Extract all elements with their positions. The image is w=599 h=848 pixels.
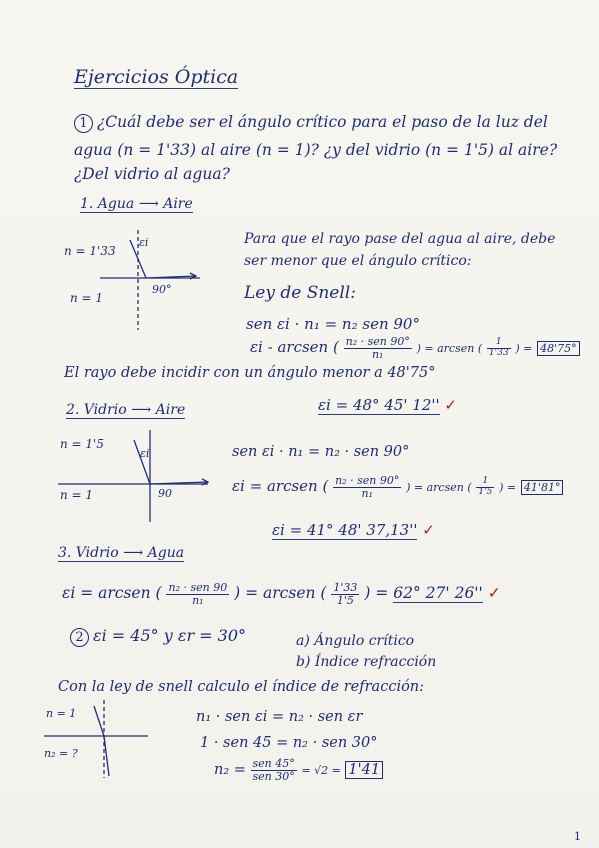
part-2-eq2-den-2: 1'5 — [478, 486, 493, 497]
part-1-eq2-end: ) = — [515, 342, 533, 356]
part-1-heading: 1. Agua ⟶ Aire — [80, 196, 193, 212]
exercise-1-question-line-1 — [74, 113, 548, 133]
check-mark-icon: ✓ — [422, 521, 435, 539]
part-3-eq-den-2: 1'5 — [336, 593, 354, 607]
exercise-2-n-bottom: n₂ = ? — [44, 747, 78, 760]
part-2-eq2-num: n₂ · sen 90° — [335, 474, 400, 487]
part-1-angle-symbol: εi — [139, 236, 149, 249]
part-1-eq2-mid: ) = arcsen ( — [416, 342, 483, 356]
exercise-1-number: 1 — [74, 114, 93, 133]
part-2-eq2-num-2: 1 — [476, 477, 494, 487]
part-3-eq-num: n₂ · sen 90 — [168, 581, 228, 594]
exercise-2-equation-1: n₁ · sen εi = n₂ · sen εr — [196, 709, 363, 725]
part-3-eq-end: ) = — [364, 584, 389, 603]
exercise-2-equation-2: 1 · sen 45 = n₂ · sen 30° — [200, 735, 378, 751]
part-1-refraction-diagram — [100, 230, 210, 330]
part-2-eq2-end: ) = — [499, 481, 517, 495]
part-2-refraction-diagram — [58, 430, 218, 525]
part-1-eq2-num-2: 1 — [487, 338, 511, 348]
exercise-2-given — [70, 626, 246, 647]
part-1-result-degrees-text: εi = 48° 45' 12'' — [318, 396, 440, 414]
part-1-eq2-fraction — [344, 336, 412, 360]
part-2-result-box: 41'81° — [521, 480, 564, 495]
part-1-conclusion: El rayo debe incidir con un ángulo menor a 48'75° — [64, 365, 436, 381]
part-3-eq-den: n₁ — [192, 593, 204, 607]
page-title: Ejercicios Óptica — [74, 66, 239, 88]
check-mark-icon: ✓ — [487, 584, 501, 603]
part-3-eq-fraction — [166, 582, 229, 606]
part-2-angle-90: 90 — [158, 487, 172, 500]
part-1-equation-2 — [250, 336, 580, 360]
part-2-eq2-mid: ) = arcsen ( — [406, 481, 472, 495]
exercise-2-given-text: εi = 45° y εr = 30° — [93, 626, 247, 645]
part-2-n-bottom: n = 1 — [60, 488, 94, 502]
part-1-result-box: 48'75° — [537, 341, 580, 356]
exercise-2-number: 2 — [70, 628, 89, 647]
part-3-eq-mid: ) = arcsen ( — [234, 584, 327, 603]
check-mark-icon: ✓ — [444, 396, 457, 414]
page-number: 1 — [574, 830, 581, 843]
exercise-2-eq3-fraction — [251, 758, 297, 782]
part-2-result-degrees-text: εi = 41° 48' 37,13'' — [272, 521, 418, 539]
part-3-eq-fraction-2 — [331, 582, 359, 606]
part-1-eq2-den: n₁ — [371, 347, 384, 361]
part-2-equation-1: sen εi · n₁ = n₂ · sen 90° — [232, 444, 410, 460]
exercise-2-result-box: 1'41 — [345, 761, 383, 779]
exercise-1-question-line-3: ¿Del vidrio al agua? — [74, 165, 230, 183]
part-1-eq2-fraction-2 — [487, 338, 511, 358]
exercise-2-eq3-left: n₂ = — [214, 762, 246, 779]
part-2-heading: 2. Vidrio ⟶ Aire — [66, 402, 186, 418]
part-2-eq2-fraction — [333, 475, 401, 499]
exercise-2-eq3-den: sen 30° — [252, 769, 295, 783]
part-3-eq-left: εi = arcsen ( — [62, 584, 162, 603]
part-2-eq2-fraction-2 — [476, 477, 494, 497]
exercise-2-eq3-num: sen 45° — [252, 757, 295, 770]
exercise-2-refraction-diagram — [44, 700, 164, 780]
part-1-eq2-left: εi - arcsen ( — [250, 338, 339, 357]
part-1-explain-line-1: Para que el rayo pase del agua al aire, debe — [244, 231, 556, 247]
part-1-law-label: Ley de Snell: — [244, 283, 356, 303]
exercise-2-intro: Con la ley de snell calculo el índice de refracción: — [58, 679, 425, 695]
part-1-n-bottom: n = 1 — [70, 291, 104, 305]
part-2-n-top: n = 1'5 — [60, 437, 104, 451]
part-1-n-top: n = 1'33 — [64, 244, 116, 258]
part-2-equation-2 — [232, 475, 563, 499]
part-2-angle-symbol: εi — [140, 447, 150, 460]
exercise-1-question-line-2: agua (n = 1'33) al aire (n = 1)? ¿y del vidrio (n = 1'5) al aire? — [74, 141, 558, 159]
part-3-heading: 3. Vidrio ⟶ Agua — [58, 545, 185, 561]
exercise-2-equation-3 — [214, 758, 383, 782]
part-1-equation-1: sen εi · n₁ = n₂ sen 90° — [246, 315, 420, 333]
exercise-1-question-text-1: ¿Cuál debe ser el ángulo crítico para el paso de la luz del — [97, 113, 548, 131]
part-2-eq2-left: εi = arcsen ( — [232, 477, 329, 496]
exercise-2-n-top: n = 1 — [46, 707, 77, 720]
part-3-result-degrees: 62° 27' 26'' — [393, 584, 483, 603]
part-1-eq2-num: n₂ · sen 90° — [345, 335, 410, 348]
exercise-2-item-a: a) Ángulo crítico — [296, 633, 415, 649]
exercise-2-item-b: b) Índice refracción — [296, 654, 437, 670]
part-1-angle-90: 90° — [152, 283, 172, 296]
part-3-eq-num-2: 1'33 — [333, 581, 358, 594]
part-1-eq2-den-2: 1'33 — [488, 347, 509, 358]
part-3-equation — [62, 582, 501, 606]
part-2-eq2-den: n₁ — [361, 486, 373, 500]
part-2-result-degrees — [272, 521, 435, 539]
part-1-result-degrees — [318, 396, 457, 414]
part-1-explain-line-2: ser menor que el ángulo crítico: — [244, 253, 472, 269]
exercise-2-eq3-mid: = √2 = — [301, 764, 341, 778]
